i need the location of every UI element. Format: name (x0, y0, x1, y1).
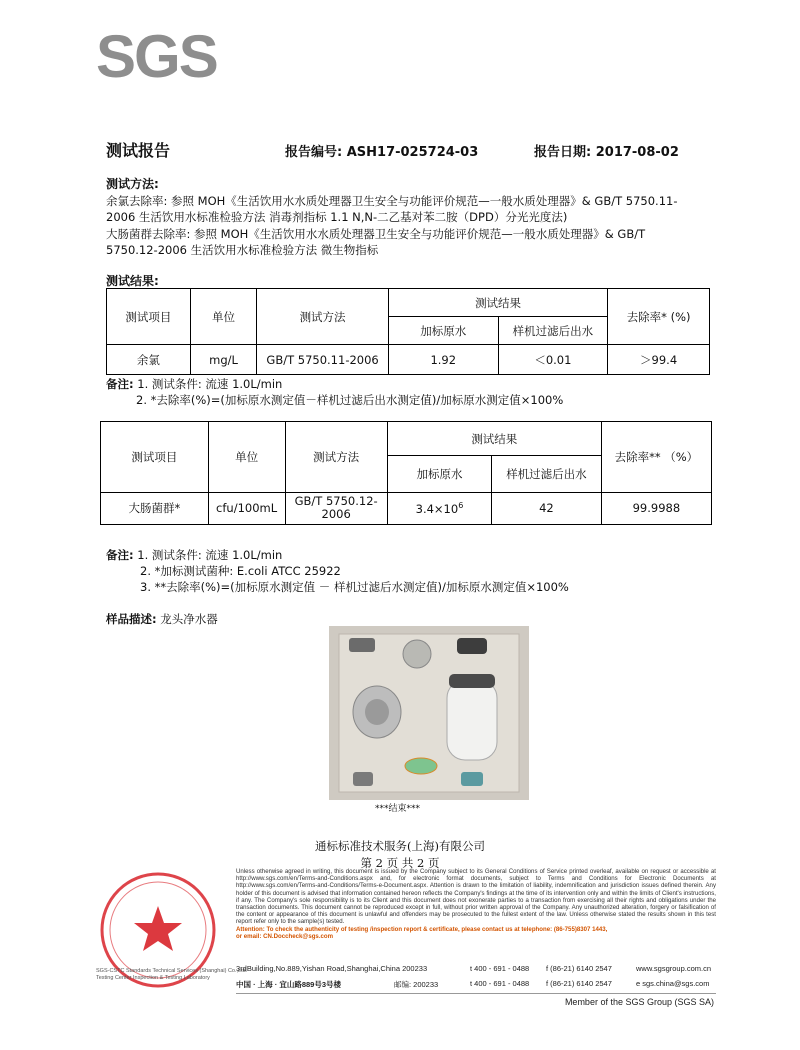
address-postcode: 邮编: 200233 (394, 980, 439, 989)
cell-unit: mg/L (190, 345, 256, 375)
product-photo (329, 626, 529, 800)
note-line: 2. *加标测试菌种: E.coli ATCC 25922 (140, 564, 341, 578)
col-header-method: 测试方法 (285, 422, 387, 493)
note-line: 1. 测试条件: 流速 1.0L/min (137, 377, 283, 391)
col-header-unit: 单位 (208, 422, 285, 493)
col-header-result: 测试结果 (388, 289, 607, 317)
sample-description (106, 611, 218, 627)
end-mark: ***结束*** (375, 804, 421, 814)
cell-filtered: 42 (492, 492, 602, 524)
sample-label: 样品描述: (106, 612, 157, 626)
cell-unit: cfu/100mL (208, 492, 285, 524)
cell-spiked-base: 3.4×10 (415, 501, 459, 516)
address-web: www.sgsgroup.com.cn (636, 964, 712, 973)
col-header-result: 测试结果 (387, 422, 601, 456)
results-table-coliform (100, 421, 712, 525)
cell-removal: ＞99.4 (608, 345, 710, 375)
address-cn: 中国 · 上海 · 宜山路889号3号楼 (236, 980, 342, 989)
address-phone-cn: t 400 - 691 - 0488 (470, 979, 530, 988)
company-name: 通标标准技术服务(上海)有限公司 (315, 839, 485, 853)
address-line-cn (236, 979, 716, 992)
stamp-side-text (96, 968, 247, 982)
report-date: 报告日期: 2017-08-02 (534, 145, 679, 160)
sub-header-spiked: 加标原水 (388, 317, 498, 345)
method-line: 2006 生活饮用水标准检验方法 消毒剂指标 1.1 N,N-二乙基对苯二胺（DPD）分光光度法) (106, 210, 568, 224)
cell-method (285, 492, 387, 524)
method-line: 5750.12-2006 生活饮用水标准检验方法 微生物指标 (106, 243, 379, 257)
page-number: 第 2 页 共 2 页 (360, 856, 440, 870)
note-line: 3. **去除率(%)=(加标原水测定值 － 样机过滤后水测定值)/加标原水测定值×100% (140, 580, 569, 594)
col-header-unit: 单位 (190, 289, 256, 345)
cell-method-line: 2006 (321, 507, 351, 522)
cell-removal: 99.9988 (601, 492, 711, 524)
sgs-member-line: Member of the SGS Group (SGS SA) (564, 997, 714, 1007)
notes-1 (106, 376, 726, 408)
terms-fine-print (236, 868, 716, 940)
sub-header-filtered: 样机过滤后出水 (498, 317, 608, 345)
cell-filtered: ＜0.01 (498, 345, 608, 375)
stamp-side-line: SGS-CSTC Standards Technical Services (Shanghai) Co.,Ltd. (96, 968, 248, 974)
attention-text: Attention: To check the authenticity of testing /inspection report & certificate, please contact us at telephone: (86-755)8307 1443, (236, 925, 608, 933)
method-line: 余氯去除率: 参照 MOH《生活饮用水水质处理器卫生安全与功能评价规范—一般水质处理器》& GB/T 5750.11- (106, 193, 678, 208)
address-fax-cn: f (86-21) 6140 2547 (546, 979, 612, 988)
sub-header-filtered: 样机过滤后出水 (492, 456, 602, 492)
method-heading: 测试方法: (106, 177, 159, 191)
cell-spiked-exponent: 6 (458, 500, 464, 510)
address-en: 3rdBuilding,No.889,Yishan Road,Shanghai,China 200233 (236, 964, 428, 973)
col-header-removal: 去除率* (%) (608, 289, 710, 345)
sample-value: 龙头净水器 (160, 612, 218, 626)
sgs-logo (96, 23, 217, 90)
cell-item: 余氯 (107, 345, 191, 375)
stamp-side-line: Testing Center Inspection & Testing Laboratory (96, 975, 210, 981)
col-header-removal: 去除率** （%） (601, 422, 711, 493)
results-table-chlorine (106, 288, 710, 375)
note-line: 1. 测试条件: 流速 1.0L/min (137, 548, 283, 562)
address-fax: f (86-21) 6140 2547 (546, 964, 612, 973)
table-row (101, 492, 712, 524)
cell-spiked (387, 492, 491, 524)
product-photo-illustration (329, 626, 529, 800)
table-row (107, 345, 710, 375)
notes-label: 备注: (106, 548, 134, 562)
footer-divider (236, 993, 716, 994)
cell-method-line: GB/T 5750.12- (294, 494, 378, 509)
col-header-item: 测试项目 (107, 289, 191, 345)
notes-label: 备注: (106, 377, 134, 391)
cell-method: GB/T 5750.11-2006 (257, 345, 389, 375)
note-line: 2. *去除率(%)=(加标原水测定值－样机过滤后出水测定值)/加标原水测定值×100% (136, 393, 564, 407)
notes-2 (106, 547, 726, 595)
terms-text: Unless otherwise agreed in writing, this document is issued by the Company subject to its General Conditions of Service printed overleaf, available on request or accessible at http://www.sgs.com/en/Terms-and-Conditions.aspx and, for electronic format documents, subject to Terms and Conditions for Electronic Documents at http://www.sgs.com/en/Terms-and-Conditions/Terms-e-Document.aspx. Attention is drawn to the limitation of liability, indemnification and jurisdiction issues defined therein. Any holder of this document is advised that information contained hereon reflects the Company's findings at the time of its intervention only and within the limits of Client's instructions, if any. The Company's sole responsibility is to its Client and this document does not exonerate parties to a transaction from exercising all their rights and obligations under the transaction documents. This document cannot be reproduced except in full, without prior written approval of the Company. Any unauthorized alteration, forgery or falsification of the content or appearance of this document is unlawful and offenders may be prosecuted to the fullest extent of the law. Unless otherwise stated the results shown in this test report refer only to the sample(s) tested. (236, 868, 716, 926)
method-line: 大肠菌群去除率: 参照 MOH《生活饮用水水质处理器卫生安全与功能评价规范—一般水质处理器》& GB/T (106, 226, 646, 241)
sub-header-spiked: 加标原水 (387, 456, 491, 492)
col-header-method: 测试方法 (257, 289, 389, 345)
address-phone: t 400 - 691 - 0488 (470, 964, 530, 973)
address-email: e sgs.china@sgs.com (636, 979, 710, 988)
address-line-en (236, 964, 716, 977)
report-title: 测试报告 (106, 141, 171, 160)
results-heading: 测试结果: (106, 274, 159, 288)
report-number: 报告编号: ASH17-025724-03 (285, 145, 479, 160)
attention-email: or email: CN.Doccheck@sgs.com (236, 932, 334, 940)
cell-item: 大肠菌群* (101, 492, 209, 524)
cell-spiked: 1.92 (388, 345, 498, 375)
col-header-item: 测试项目 (101, 422, 209, 493)
method-section (106, 176, 726, 259)
sgs-logo-text: SGS (96, 23, 217, 90)
